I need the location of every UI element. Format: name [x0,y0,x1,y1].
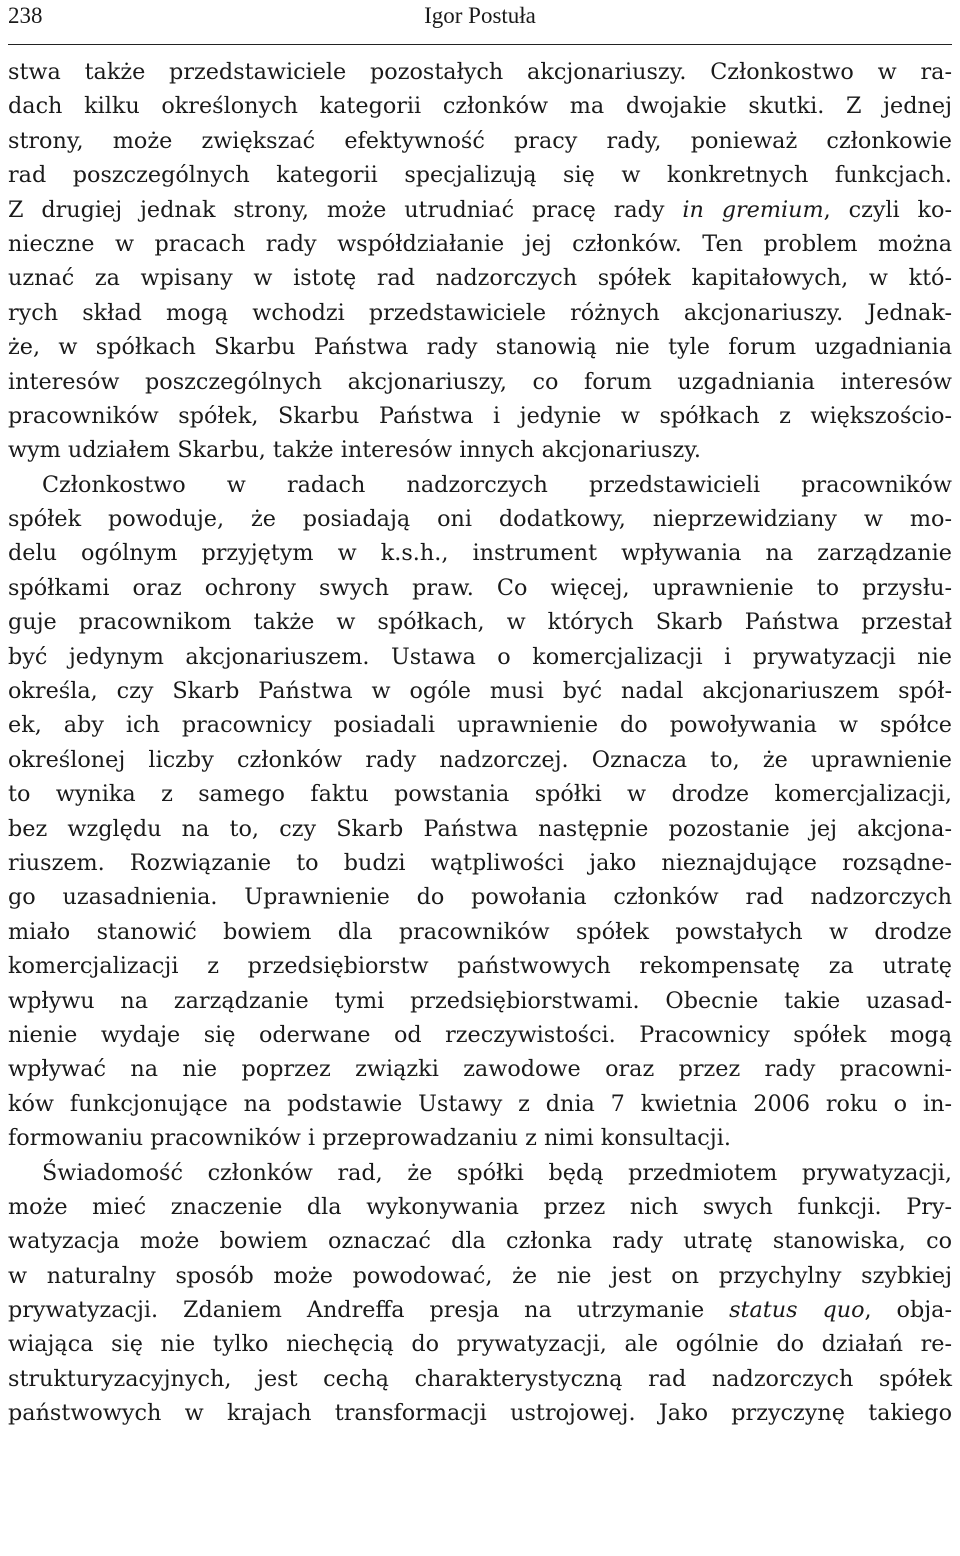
text-line: państwowych w krajach transformacji ustrojowej. Jako przyczynę takiego [8,1400,952,1427]
text-line: rych skład mogą wchodzi przedstawiciele różnych akcjonariuszy. Jednak- [8,299,952,326]
text-segment: prywatyzacji. Zdaniem Andreffa presja na utrzymanie [8,1297,730,1324]
text-line: wym udziałem Skarbu, także interesów innych akcjonariuszy. [8,437,701,464]
italic-phrase: status quo [729,1297,865,1324]
text-line: komercjalizacji z przedsiębiorstw państwowych rekompensatę za utratę [8,953,952,980]
page-number: 238 [8,3,43,28]
text-line: pracowników spółek, Skarbu Państwa i jedynie w spółkach z większościo- [8,402,952,429]
text-line: może mieć znaczenie dla wykonywania przez nich swych funkcji. Pry- [8,1193,952,1220]
text-line: nieczne w pracach rady współdziałanie jej członków. Ten problem można [8,230,952,257]
text-line: miało stanowić bowiem dla pracowników spółek powstałych w drodze [8,918,952,945]
text-line: bez względu na to, czy Skarb Państwa następnie pozostanie jej akcjona- [8,815,952,842]
text-line: interesów poszczególnych akcjonariuszy, co forum uzgadniania interesów [8,368,952,395]
text-line: spółek powoduje, że posiadają oni dodatkowy, nieprzewidziany w mo- [8,506,952,533]
text-line: formowaniu pracowników i przeprowadzaniu z nimi konsultacji. [8,1125,731,1152]
text-line [8,1293,952,1327]
text-line: wpływu na zarządzanie tymi przedsiębiorstwami. Obecnie takie uzasad- [8,987,952,1014]
text-line: być jedynym akcjonariuszem. Ustawa o komercjalizacji i prywatyzacji nie [8,643,952,670]
text-line: ek, aby ich pracownicy posiadali uprawnienie do powoływania w spółce [8,712,952,739]
text-line: nienie wydaje się oderwane od rzeczywistości. Pracownicy spółek mogą [8,1021,952,1048]
text-segment: , obja- [864,1297,952,1324]
text-line: go uzasadnienia. Uprawnienie do powołania członków rad nadzorczych [8,884,952,911]
text-line: strony, może zwiększać efektywność pracy rady, ponieważ członkowie [8,127,952,154]
text-line: określa, czy Skarb Państwa w ogóle musi być nadal akcjonariuszem spół- [8,678,952,705]
text-line: w naturalny sposób może powodować, że nie jest on przychylny szybkiej [8,1262,952,1289]
text-line: riuszem. Rozwiązanie to budzi wątpliwości jako nieznajdujące rozsądne- [8,849,952,876]
text-line: spółkami oraz ochrony swych praw. Co więcej, uprawnienie to przysłu- [8,574,952,601]
text-line: rad poszczególnych kategorii specjalizują się w konkretnych funkcjach. [8,162,952,189]
text-line: określonej liczby członków rady nadzorczej. Oznacza to, że uprawnienie [8,746,952,773]
text-line: Świadomość członków rad, że spółki będą przedmiotem prywatyzacji, [42,1159,952,1186]
text-line: watyzacja może bowiem oznaczać dla członka rady utratę stanowiska, co [8,1228,952,1255]
text-line: ków funkcjonujące na podstawie Ustawy z dnia 7 kwietnia 2006 roku o in- [8,1090,952,1117]
text-line: dach kilku określonych kategorii członków ma dwojakie skutki. Z jednej [8,93,952,120]
text-line [8,193,952,227]
text-line: to wynika z samego faktu powstania spółki w drodze komercjalizacji, [8,781,952,808]
running-head-author: Igor Postuła [424,3,536,28]
page-header [8,0,952,45]
text-segment: , czyli ko- [823,196,953,223]
text-line: guje pracownikom także w spółkach, w których Skarb Państwa przestał [8,609,952,636]
text-line: strukturyzacyjnych, jest cechą charakterystyczną rad nadzorczych spółek [8,1365,952,1392]
text-line: uznać za wpisany w istotę rad nadzorczych spółek kapitałowych, w któ- [8,265,952,292]
body-text [8,55,952,1431]
text-line: że, w spółkach Skarbu Państwa rady stanowią nie tyle forum uzgadniania [8,334,952,361]
text-line: delu ogólnym przyjętym w k.s.h., instrument wpływania na zarządzanie [8,540,952,567]
text-segment: Z drugiej jednak strony, może utrudniać pracę rady [8,196,683,223]
italic-phrase: in gremium [682,196,824,223]
text-line: wiająca się nie tylko niechęcią do prywatyzacji, ale ogólnie do działań re- [8,1331,952,1358]
text-line: wpływać na nie poprzez związki zawodowe oraz przez rady pracowni- [8,1056,952,1083]
text-line: stwa także przedstawiciele pozostałych akcjonariuszy. Członkostwo w ra- [8,59,952,85]
text-line: Członkostwo w radach nadzorczych przedstawicieli pracowników [42,471,952,498]
